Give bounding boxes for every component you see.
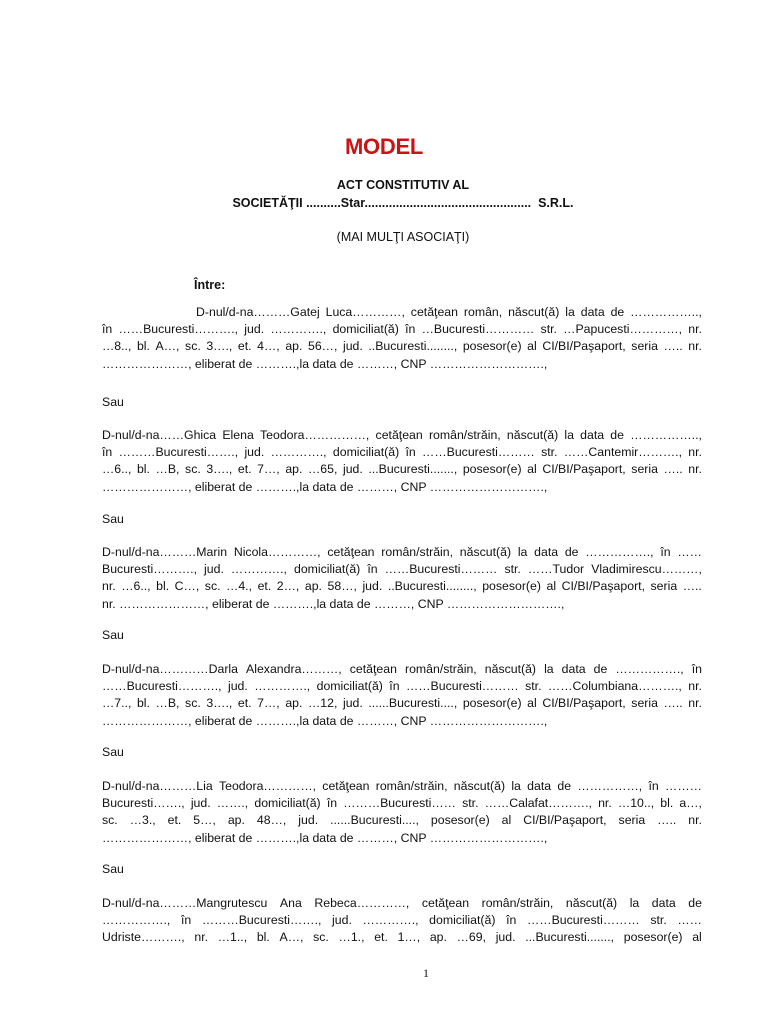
paragraph-line: ……………., în ………Bucuresti……., jud. …………., domiciliat(ă) în ……Bucuresti……… str. …… <box>102 913 702 928</box>
paragraph-line: D-nul/d-na………Gatej Luca…………, cetăţean român, născut(ă) la data de …………….., <box>196 305 702 319</box>
paragraph-line: …8.., bl. A…, sc. 3…., et. 4…, ap. 56…, jud. ..Bucuresti........, posesor(e) al CI/BI/Paşaport, seria ….. nr. <box>102 339 702 354</box>
paragraph-line: sc. …3., et. 5…, ap. 48…, jud. ......Bucuresti...., posesor(e) al CI/BI/Paşaport, seria ….. nr. <box>102 813 702 828</box>
paragraph-line: …………………, eliberat de ……….,la data de ………, CNP ………………………., <box>102 830 548 845</box>
paragraph-line: ……Bucuresti………., jud. …………., domiciliat(ă) în ……Bucuresti……… str. ……Columbiana………., nr. <box>102 679 702 694</box>
document-subtitle-associates: (MAI MULŢI ASOCIAŢI) <box>336 230 470 244</box>
paragraph-line: …………………, eliberat de ……….,la data de ………, CNP ………………………., <box>102 713 548 728</box>
paragraph-line: în ……Bucuresti………., jud. …………., domiciliat(ă) în …Bucuresti………… str. …Papucesti…………, nr. <box>102 322 702 337</box>
or-separator: Sau <box>102 862 124 876</box>
document-subtitle-company: SOCIETĂŢII ..........Star................................................ S.R.L. <box>232 196 574 210</box>
paragraph-line: D-nul/d-na………Marin Nicola…………, cetăţean român/străin, născut(ă) la data de ……………., în …… <box>102 545 702 559</box>
paragraph-line: în ………Bucuresti……., jud. …………., domiciliat(ă) în ……Bucuresti……… str. ……Cantemir………., nr. <box>102 445 702 460</box>
between-heading: Între: <box>194 278 226 292</box>
associate-paragraph-2 <box>102 427 702 496</box>
or-separator: Sau <box>102 395 124 409</box>
or-separator: Sau <box>102 628 124 642</box>
paragraph-line: D-nul/d-na………Lia Teodora…………, cetăţean român/străin, născut(ă) la data de ……………, în ……… <box>102 779 702 793</box>
or-separator: Sau <box>102 745 124 759</box>
paragraph-line: …7.., bl. …B, sc. 3…., et. 7…, ap. …12, jud. ......Bucuresti...., posesor(e) al CI/BI/Paşaport, seria ….. nr. <box>102 696 702 711</box>
paragraph-line: …………………, eliberat de ……….,la data de ………, CNP ………………………., <box>102 356 548 371</box>
associate-paragraph-1 <box>102 304 702 373</box>
document-subtitle-act: ACT CONSTITUTIV AL <box>336 178 470 192</box>
paragraph-line: Bucuresti………., jud. …………., domiciliat(ă) în ……Bucuresti……… str. ……Tudor Vladimirescu………, <box>102 562 702 577</box>
paragraph-line: nr. …6.., bl. C…, sc. …4., et. 2…, ap. 58…, jud. ..Bucuresti........, posesor(e) al CI/BI/Paşaport, seria ….. <box>102 579 702 594</box>
paragraph-line: Bucuresti……., jud. ……., domiciliat(ă) în ………Bucuresti…… str. ……Calafat………., nr. …10.., bl. a…, <box>102 796 702 811</box>
associate-paragraph-6 <box>102 895 702 947</box>
document-title: MODEL <box>345 134 423 159</box>
paragraph-line: Udriste………., nr. …1.., bl. A…, sc. …1., et. 1…, ap. …69, jud. ...Bucuresti......., posesor(e) al <box>102 930 702 945</box>
paragraph-line: nr. …………………, eliberat de ……….,la data de ………, CNP ………………………., <box>102 596 565 611</box>
paragraph-line: D-nul/d-na………Mangrutescu Ana Rebeca…………, cetăţean român/străin, născut(ă) la data de <box>102 896 702 910</box>
page-number: 1 <box>423 966 429 980</box>
paragraph-line: …………………, eliberat de ……….,la data de ………, CNP ………………………., <box>102 479 548 494</box>
associate-paragraph-4 <box>102 661 702 730</box>
paragraph-line: D-nul/d-na……Ghica Elena Teodora……………, cetăţean român/străin, născut(ă) la data de …………….., <box>102 428 702 442</box>
paragraph-line: …6.., bl. …B, sc. 3…., et. 7…, ap. …65, jud. ...Bucuresti......., posesor(e) al CI/BI/Paşaport, seria ….. nr. <box>102 462 702 477</box>
associate-paragraph-3 <box>102 544 702 613</box>
associate-paragraph-5 <box>102 778 702 847</box>
paragraph-line: D-nul/d-na…………Darla Alexandra………, cetăţean român/străin, născut(ă) la data de ……………., în <box>102 662 702 676</box>
or-separator: Sau <box>102 512 124 526</box>
